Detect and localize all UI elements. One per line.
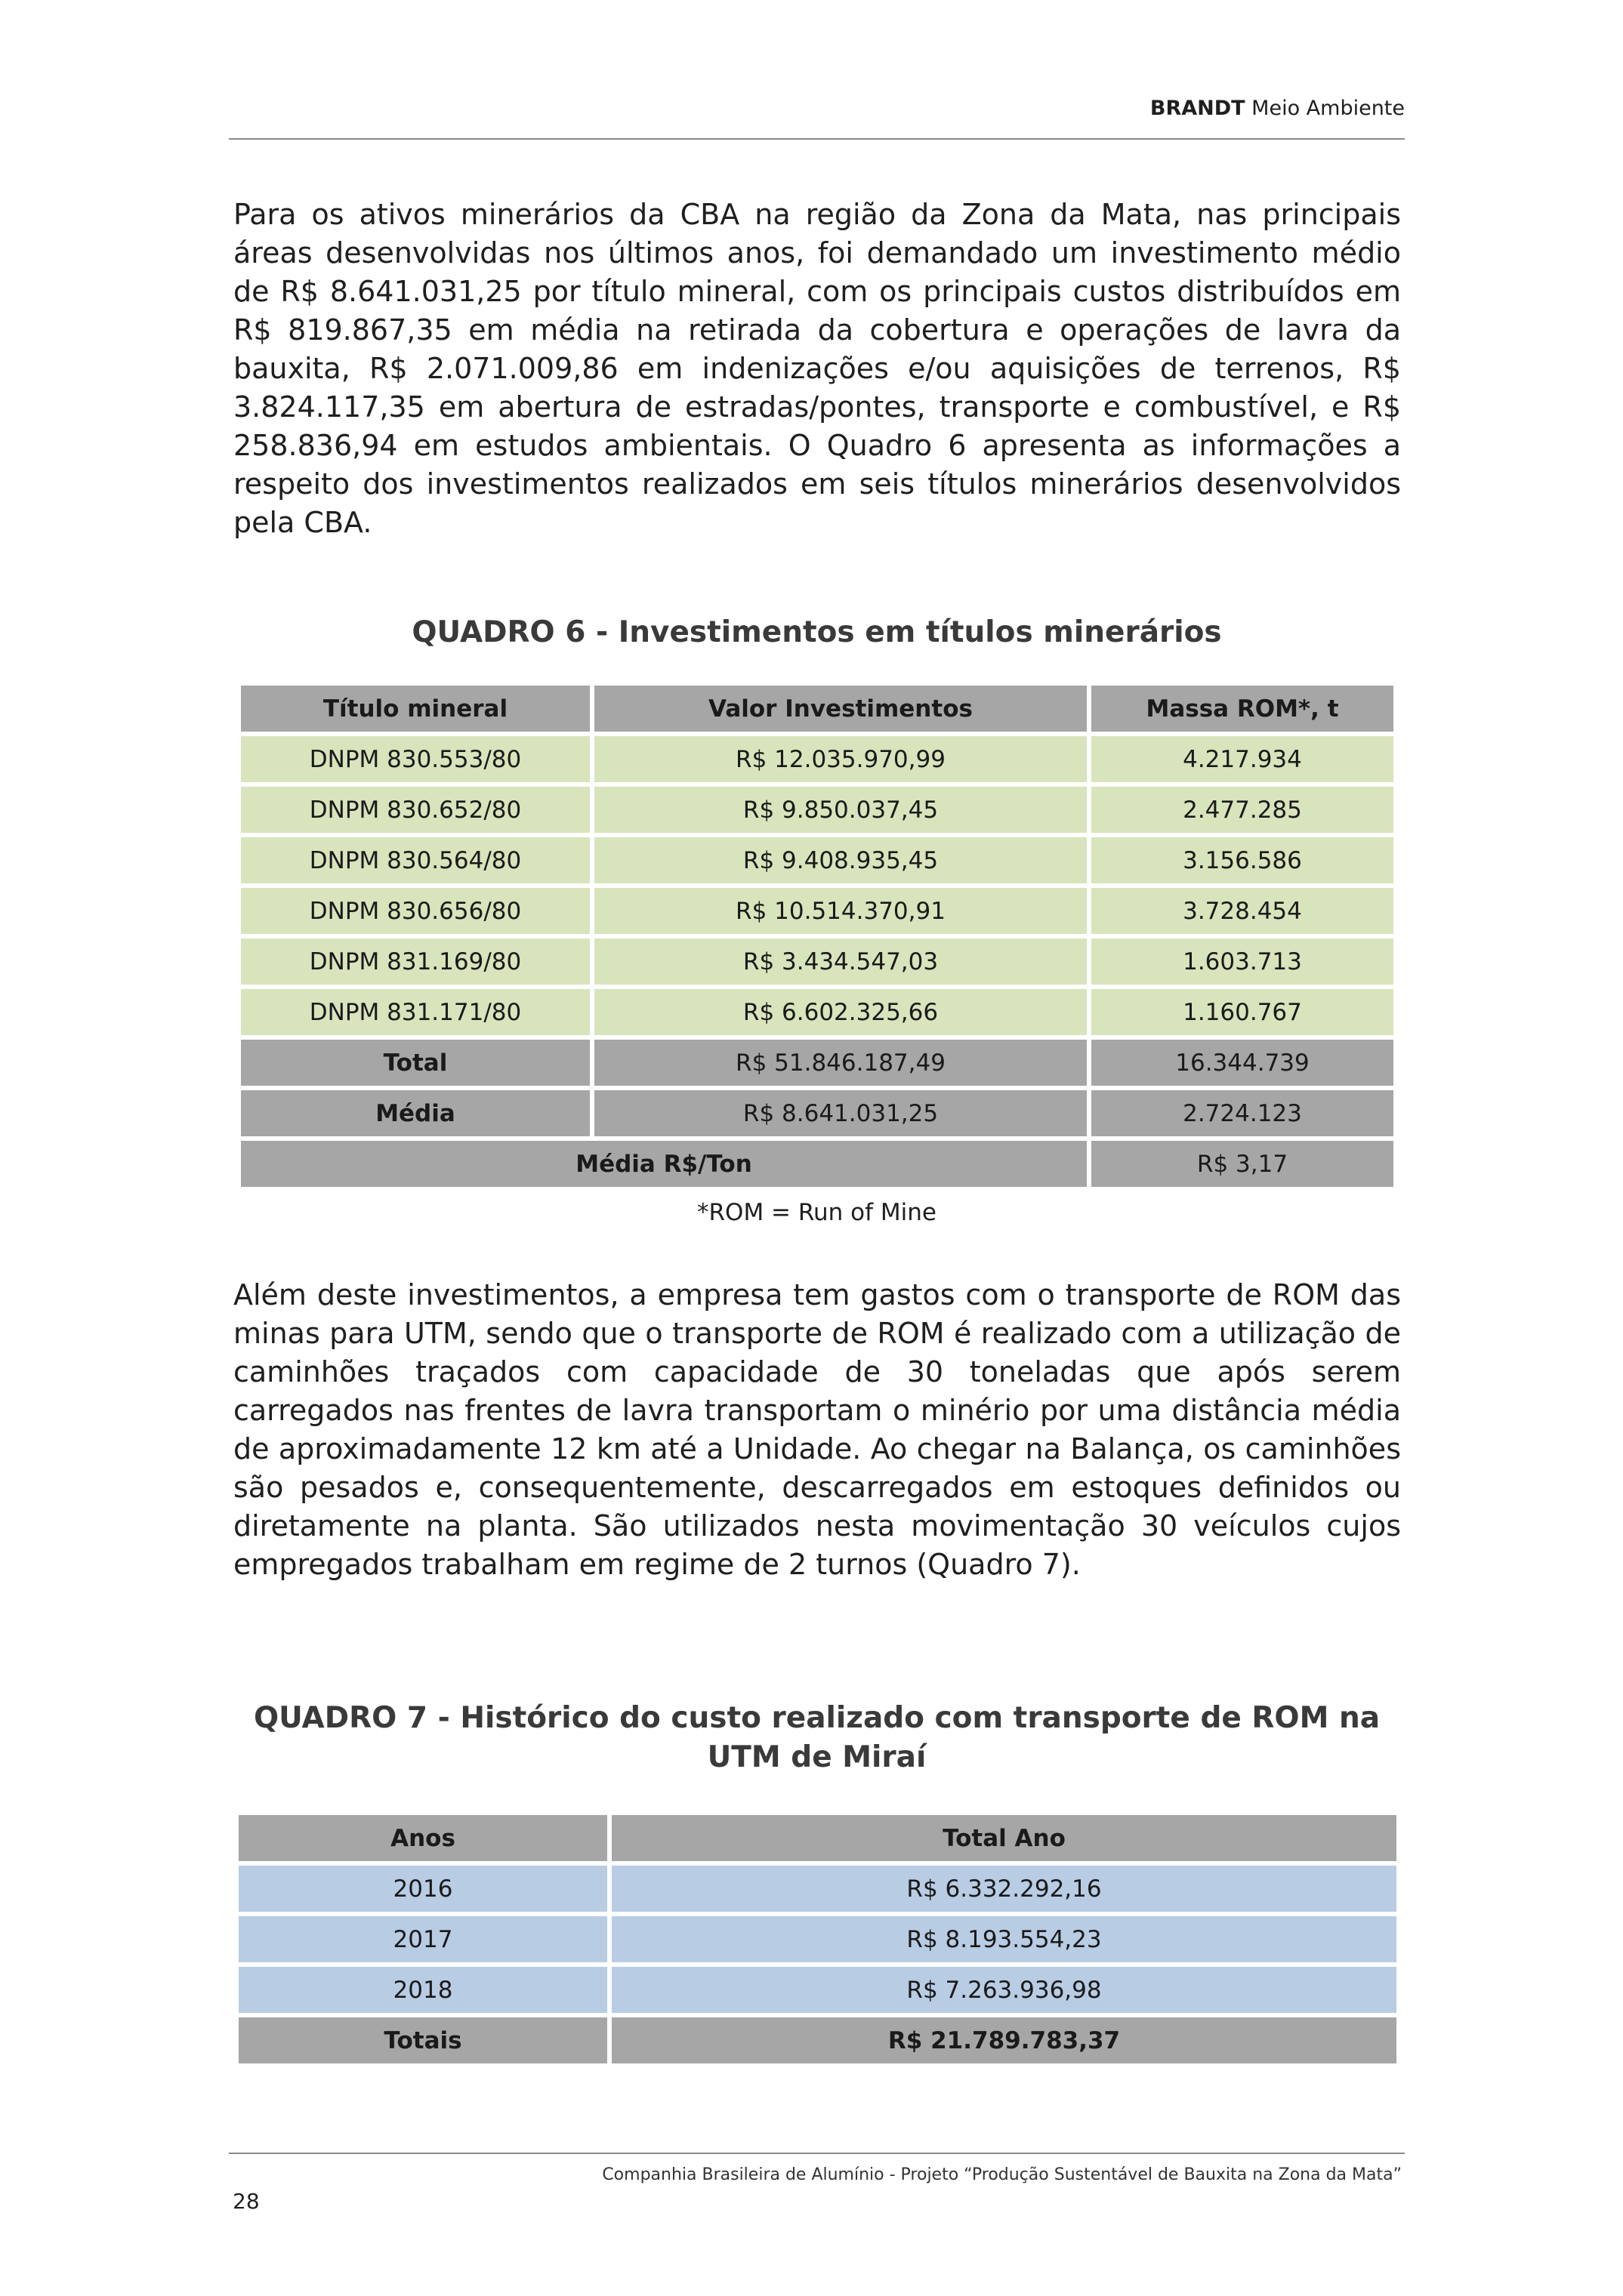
table-cell: 2018 bbox=[393, 1976, 453, 2004]
table-cell: 2016 bbox=[393, 1875, 453, 1903]
table-cell: 1.160.767 bbox=[1183, 998, 1302, 1026]
table-cell: R$ 10.514.370,91 bbox=[736, 897, 946, 925]
table-cell: 2.477.285 bbox=[1183, 796, 1302, 824]
table-cell: 3.728.454 bbox=[1183, 897, 1302, 925]
table-row bbox=[241, 837, 1393, 883]
total-mass: 16.344.739 bbox=[1175, 1049, 1310, 1077]
table-cell: DNPM 830.553/80 bbox=[309, 745, 522, 773]
average-mass: 2.724.123 bbox=[1183, 1099, 1302, 1127]
paragraph-transport: Além deste investimentos, a empresa tem gastos com o transporte de ROM das minas para UTM, sendo que o transporte de ROM é realizado com a utilização de caminhões traçados com capacidade de 30 toneladas que após serem carregados nas frentes de lavra transportam o minério por uma distância média de aproximadamente 12 km até a Unidade. Ao chegar na Balança, os caminhões são pesados e, consequentemente, descarregados em estoques definidos ou diretamente na planta. São utilizados nesta movimentação 30 veículos cujos empregados trabalham em regime de 2 turnos (Quadro 7). bbox=[233, 1278, 1401, 1581]
table-row bbox=[239, 1916, 1396, 1962]
table-row bbox=[241, 736, 1393, 782]
table-cell: DNPM 831.171/80 bbox=[309, 998, 522, 1026]
average-per-ton-label: Média R$/Ton bbox=[575, 1150, 752, 1178]
table-cell: R$ 6.332.292,16 bbox=[906, 1875, 1102, 1903]
header-divider bbox=[229, 138, 1405, 140]
quadro6-title: QUADRO 6 - Investimentos em títulos minerários bbox=[412, 615, 1222, 649]
total-label: Total bbox=[383, 1049, 448, 1077]
table-row bbox=[239, 1866, 1396, 1912]
column-header: Título mineral bbox=[241, 686, 590, 732]
total-value: R$ 21.789.783,37 bbox=[887, 2026, 1121, 2054]
table-cell: R$ 12.035.970,99 bbox=[736, 745, 946, 773]
table-cell: DNPM 830.652/80 bbox=[309, 796, 522, 824]
table-cell: DNPM 830.564/80 bbox=[309, 846, 522, 874]
table-cell: DNPM 830.656/80 bbox=[309, 897, 522, 925]
column-header: Valor Investimentos bbox=[594, 686, 1087, 732]
table-row bbox=[239, 1967, 1396, 2013]
average-per-ton-row bbox=[241, 1141, 1393, 1187]
header-brand: BRANDT bbox=[1149, 97, 1245, 120]
table-header-row bbox=[239, 1815, 1396, 1861]
column-header: Total Ano bbox=[612, 1815, 1396, 1861]
rom-footnote: *ROM = Run of Mine bbox=[697, 1199, 936, 1226]
average-row bbox=[241, 1090, 1393, 1136]
table-cell: R$ 9.850.037,45 bbox=[742, 796, 939, 824]
table-cell: 3.156.586 bbox=[1183, 846, 1302, 874]
table-row bbox=[241, 787, 1393, 833]
total-row bbox=[239, 2017, 1396, 2063]
table-cell: 4.217.934 bbox=[1183, 745, 1302, 773]
page-header bbox=[229, 97, 1408, 120]
table-cell: R$ 8.193.554,23 bbox=[906, 1925, 1102, 1953]
quadro7-table bbox=[234, 1811, 1401, 2068]
quadro6-table bbox=[236, 681, 1398, 1191]
table-cell: 2017 bbox=[393, 1925, 453, 1953]
table-cell: 1.603.713 bbox=[1183, 948, 1302, 975]
table-cell: R$ 9.408.935,45 bbox=[742, 846, 939, 874]
table-cell: R$ 6.602.325,66 bbox=[742, 998, 939, 1026]
table-cell: R$ 3.434.547,03 bbox=[742, 948, 939, 975]
table-row bbox=[241, 938, 1393, 985]
total-row bbox=[241, 1040, 1393, 1086]
page-number: 28 bbox=[233, 2189, 260, 2214]
total-value: R$ 51.846.187,49 bbox=[736, 1049, 946, 1077]
average-value: R$ 8.641.031,25 bbox=[742, 1099, 939, 1127]
average-per-ton-value: R$ 3,17 bbox=[1196, 1150, 1288, 1178]
table-row bbox=[241, 989, 1393, 1035]
footer-divider bbox=[229, 2153, 1405, 2154]
table-row bbox=[241, 888, 1393, 934]
total-label: Totais bbox=[384, 2026, 462, 2054]
column-header: Massa ROM*, t bbox=[1091, 686, 1393, 732]
column-header: Anos bbox=[239, 1815, 607, 1861]
table-header-row bbox=[241, 686, 1393, 732]
paragraph-investments: Para os ativos minerários da CBA na região da Zona da Mata, nas principais áreas desenvolvidas nos últimos anos, foi demandado um investimento médio de R$ 8.641.031,25 por título mineral, com os principais custos distribuídos em R$ 819.867,35 em média na retirada da cobertura e operações de lavra da bauxita, R$ 2.071.009,86 em indenizações e/ou aquisições de terrenos, R$ 3.824.117,35 em abertura de estradas/pontes, transporte e combustível, e R$ 258.836,94 em estudos ambientais. O Quadro 6 apresenta as informações a respeito dos investimentos realizados em seis títulos minerários desenvolvidos pela CBA. bbox=[233, 198, 1401, 539]
average-label: Média bbox=[375, 1099, 455, 1127]
header-subtitle: Meio Ambiente bbox=[1251, 97, 1405, 120]
footer-text: Companhia Brasileira de Alumínio - Projeto “Produção Sustentável de Bauxita na Zona da Mata” bbox=[602, 2165, 1402, 2184]
table-cell: R$ 7.263.936,98 bbox=[906, 1976, 1102, 2004]
quadro7-title: QUADRO 7 - Histórico do custo realizado com transporte de ROM na UTM de Miraí bbox=[253, 1701, 1381, 1774]
table-cell: DNPM 831.169/80 bbox=[309, 948, 522, 975]
